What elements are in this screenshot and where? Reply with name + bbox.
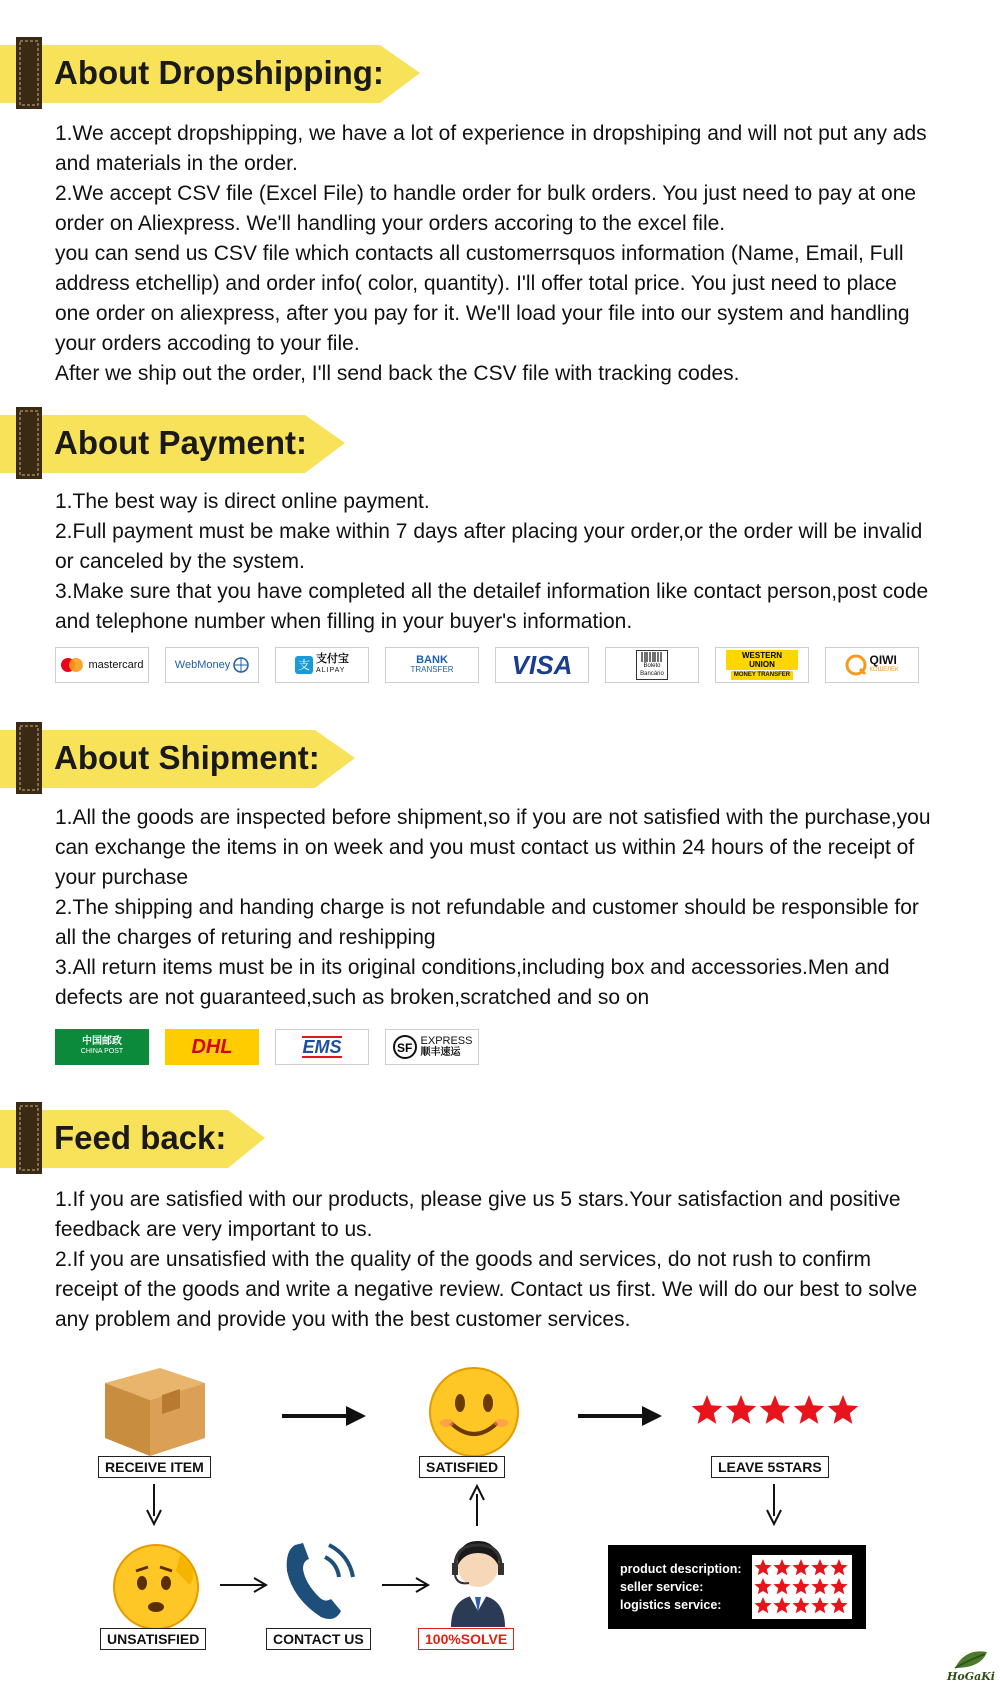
ems-logo: EMS — [275, 1029, 369, 1065]
paragraph: 2.If you are unsatisfied with the quality of the goods and services, do not rush to confirm receipt of the goods and write a negative review. Contact us first. We will do our best to solve any problem and provide you with the best customer services. — [55, 1248, 918, 1331]
leaf-icon — [951, 1648, 991, 1670]
arrow-right-icon — [382, 1576, 430, 1594]
star-icon — [794, 1395, 824, 1424]
arrow-down-icon — [146, 1484, 162, 1526]
dhl-logo: DHL — [165, 1029, 259, 1065]
payment-text — [55, 487, 935, 637]
review-row-label: product description: — [620, 1562, 742, 1576]
rating-stars-icon — [752, 1555, 852, 1619]
unsatisfied-label: UNSATISFIED — [100, 1628, 206, 1650]
star-icon — [830, 1578, 847, 1594]
payment-logos — [55, 647, 919, 683]
arrow-right-icon — [578, 1404, 662, 1428]
barcode-icon — [641, 652, 663, 662]
webmoney-logo: WebMoney — [165, 647, 259, 683]
paragraph: 2.Full payment must be make within 7 days after placing your order,or the order will be invalid or canceled by the system. — [55, 520, 923, 573]
contact-us-label: CONTACT US — [266, 1628, 371, 1650]
section-header-shipment — [0, 722, 360, 794]
paragraph: 1.We accept dropshipping, we have a lot of experience in dropshiping and will not put any ads and materials in the order. — [55, 122, 927, 175]
satisfied-label: SATISFIED — [419, 1456, 505, 1478]
arrow-right-icon — [282, 1404, 366, 1428]
star-icon — [811, 1578, 828, 1594]
shipping-logos — [55, 1029, 479, 1065]
mastercard-logo: mastercard — [55, 647, 149, 683]
china-post-logo: 中国邮政 CHINA POST — [55, 1029, 149, 1065]
five-stars-icon — [690, 1393, 860, 1429]
alipay-logo: 支 支付宝 ALIPAY — [275, 647, 369, 683]
star-icon — [760, 1395, 790, 1424]
shipment-text — [55, 803, 935, 1013]
paragraph: 3.Make sure that you have completed all the detailef information like contact person,post code and telephone number when filling in your buyer's information. — [55, 580, 929, 633]
qiwi-icon — [845, 654, 867, 676]
brand-watermark-logo: HoGaKi — [946, 1648, 996, 1694]
customer-service-icon — [443, 1527, 513, 1627]
review-row-label: logistics service: — [620, 1598, 722, 1612]
paragraph: 1.All the goods are inspected before shipment,so if you are not satisfied with the purchase,you can exchange the items in on week and you must contact us within 24 hours of the receipt of your purchase — [55, 806, 931, 889]
unsatisfied-face-icon — [108, 1537, 204, 1633]
paragraph: 1.The best way is direct online payment. — [55, 490, 430, 513]
review-row-label: seller service: — [620, 1580, 704, 1594]
section-header-payment — [0, 407, 360, 479]
section-header-feedback — [0, 1102, 280, 1174]
review-rating-box — [608, 1545, 866, 1629]
alipay-icon: 支 — [295, 656, 313, 674]
phone-icon — [281, 1537, 361, 1623]
arrow-down-icon — [766, 1484, 782, 1526]
sf-express-logo: SF EXPRESS 顺丰速运 — [385, 1029, 479, 1065]
section-title: About Dropshipping: — [54, 54, 384, 91]
section-title: About Shipment: — [54, 739, 320, 776]
star-icon — [773, 1559, 790, 1575]
paragraph: 3.All return items must be in its original conditions,including box and accessories.Men and defects are not guaranteed,such as broken,scratched and so on — [55, 956, 890, 1009]
star-icon — [811, 1597, 828, 1613]
boleto-logo: Boleto Bancário — [605, 647, 699, 683]
visa-logo: VISA — [495, 647, 589, 683]
star-icon — [726, 1395, 756, 1424]
leave-5stars-label: LEAVE 5STARS — [711, 1456, 829, 1478]
star-icon — [811, 1559, 828, 1575]
receive-item-label: RECEIVE ITEM — [98, 1456, 211, 1478]
paragraph: After we ship out the order, I'll send back the CSV file with tracking codes. — [55, 362, 740, 385]
star-icon — [792, 1578, 809, 1594]
star-icon — [754, 1597, 771, 1613]
star-icon — [792, 1597, 809, 1613]
solve-label: 100%SOLVE — [418, 1628, 514, 1650]
dropshipping-text — [55, 119, 935, 389]
section-title: Feed back: — [54, 1119, 227, 1156]
paragraph: 2.The shipping and handing charge is not refundable and customer should be responsible for all the charges of returing and reshipping — [55, 896, 919, 949]
star-icon — [830, 1597, 847, 1613]
paragraph: 1.If you are satisfied with our products, please give us 5 stars.Your satisfaction and positive feedback are very important to us. — [55, 1188, 901, 1241]
star-icon — [773, 1597, 790, 1613]
bank-transfer-logo: BANK TRANSFER — [385, 647, 479, 683]
western-union-logo: WESTERN UNION MONEY TRANSFER — [715, 647, 809, 683]
star-icon — [773, 1578, 790, 1594]
qiwi-logo: QIWI КОШЕЛЕК — [825, 647, 919, 683]
paragraph: 2.We accept CSV file (Excel File) to handle order for bulk orders. You just need to pay at one order on Aliexpress. We'll handling your orders accoring to the excel file. — [55, 182, 917, 235]
section-title: About Payment: — [54, 424, 308, 461]
star-icon — [830, 1559, 847, 1575]
rating-stars-panel — [752, 1555, 852, 1619]
star-icon — [792, 1559, 809, 1575]
star-icon — [754, 1578, 771, 1594]
star-icon — [828, 1395, 858, 1424]
paragraph: you can send us CSV file which contacts all customerrsquos information (Name, Email, Full address etchellip) and order info( color, quantity). I'll offer total price. You just need to place one order on aliexpress, after you pay for it. We'll load your file into our system and handling your orders accoding to your file. — [55, 242, 910, 355]
arrow-up-icon — [469, 1484, 485, 1526]
star-icon — [692, 1395, 722, 1424]
star-icon — [754, 1559, 771, 1575]
globe-icon — [233, 657, 249, 673]
feedback-text — [55, 1185, 935, 1335]
svg-text:SF: SF — [396, 1041, 412, 1055]
cardboard-box-icon — [100, 1358, 210, 1458]
sf-icon — [392, 1034, 418, 1060]
section-header-dropshipping — [0, 37, 430, 109]
arrow-right-icon — [220, 1576, 268, 1594]
smiley-face-icon — [427, 1365, 521, 1459]
mastercard-icon — [60, 657, 84, 673]
